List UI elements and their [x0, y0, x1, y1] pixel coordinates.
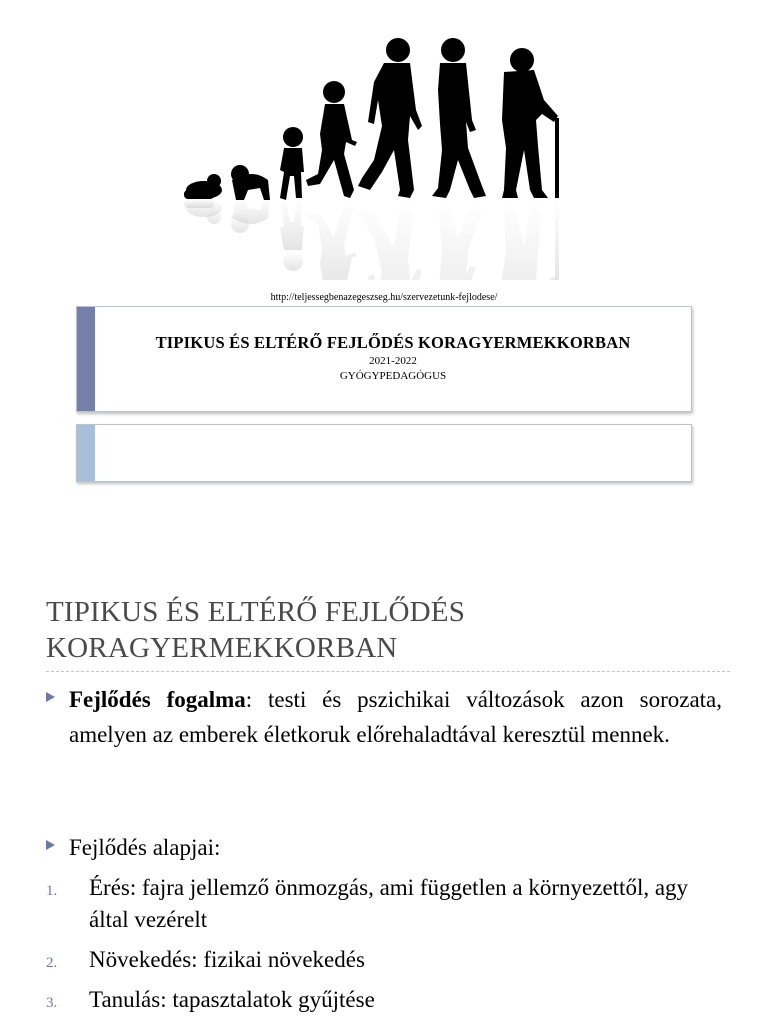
heading-divider	[46, 671, 730, 672]
slide-heading	[46, 594, 726, 666]
content-slide	[0, 560, 768, 1024]
list-item	[46, 872, 722, 936]
basics-text: Fejlődés alapjai:	[69, 835, 221, 860]
evolution-silhouettes-image	[170, 30, 590, 280]
slide-heading-line-2: KORAGYERMEKKORBAN	[46, 632, 398, 664]
definition-text: : testi és pszichikai változások azon sorozata, amelyen az emberek életkoruk előrehaladtával keresztül mennek.	[69, 687, 722, 747]
bullet-item-definition	[46, 682, 722, 752]
bullet-item-basics	[46, 830, 722, 865]
academic-year: 2021-2022	[369, 355, 417, 367]
list-number: 1.	[46, 883, 58, 899]
list-item	[46, 984, 722, 1016]
list-text: Növekedés: fizikai növekedés	[89, 947, 365, 972]
presentation-title: TIPIKUS ÉS ELTÉRŐ FEJLŐDÉS KORAGYERMEKKORBAN	[155, 333, 631, 352]
program-subtitle: GYÓGYPEDAGÓGUS	[339, 370, 447, 382]
slide-heading-line-1: TIPIKUS ÉS ELTÉRŐ FEJLŐDÉS	[46, 596, 466, 628]
title-accent-bar	[77, 307, 95, 411]
list-item	[46, 944, 722, 976]
title-text-block	[95, 333, 691, 383]
bullet-arrow-icon	[46, 692, 55, 702]
list-text: Érés: fajra jellemző önmozgás, ami független a környezettől, agy által vezérelt	[89, 875, 689, 932]
bullet-arrow-icon	[46, 840, 55, 850]
image-source-link[interactable]: http://teljessegbenazegeszseg.hu/szervezetunk-fejlodese/	[270, 292, 498, 303]
list-number: 2.	[46, 955, 58, 971]
subtitle-accent-bar	[77, 425, 95, 481]
definition-term: Fejlődés fogalma	[69, 687, 246, 712]
title-box	[76, 306, 692, 412]
list-text: Tanulás: tapasztalatok gyűjtése	[89, 987, 375, 1012]
list-number: 3.	[46, 995, 58, 1011]
subtitle-box	[76, 424, 692, 482]
